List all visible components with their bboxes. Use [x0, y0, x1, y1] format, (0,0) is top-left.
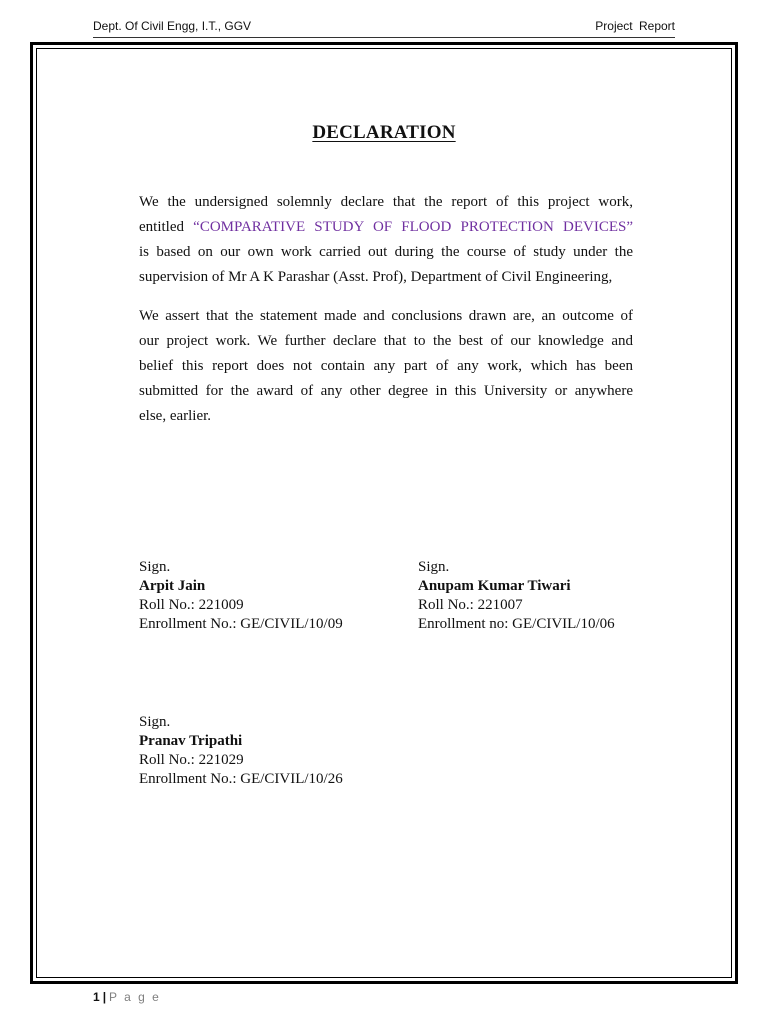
footer-separator: | — [102, 990, 107, 1004]
roll-number: Roll No.: 221009 — [139, 597, 244, 613]
paragraph-line: We assert that the statement made and conclusions drawn are, an outcome of — [139, 308, 633, 324]
declaration-paragraph-2 — [139, 304, 633, 429]
entitled-text: entitled — [139, 219, 194, 235]
page-header — [93, 19, 675, 37]
header-document-type: Project Report — [595, 19, 675, 33]
signatory-name: Pranav Tripathi — [139, 733, 243, 749]
page-label: P a g e — [109, 990, 161, 1004]
sign-label: Sign. — [418, 559, 450, 575]
signatory-name: Arpit Jain — [139, 578, 206, 594]
project-title: “COMPARATIVE STUDY OF FLOOD PROTECTION DEVICES” — [193, 219, 633, 235]
signatory-name: Anupam Kumar Tiwari — [418, 578, 571, 594]
paragraph-line: our project work. We further declare that to the best of our knowledge and — [139, 333, 633, 349]
page-footer — [93, 990, 161, 1004]
enrollment-number: Enrollment No.: GE/CIVIL/10/09 — [139, 616, 343, 632]
signatory-block-3 — [139, 713, 343, 789]
signatory-block-2 — [418, 558, 615, 634]
paragraph-line: We the undersigned solemnly declare that the report of this project work, — [139, 194, 633, 210]
paragraph-line: supervision of Mr A K Parashar (Asst. Prof), Department of Civil Engineering, — [139, 269, 613, 285]
enrollment-number: Enrollment No.: GE/CIVIL/10/26 — [139, 771, 343, 787]
roll-number: Roll No.: 221029 — [139, 752, 244, 768]
page-border-inner — [36, 48, 732, 978]
signatory-block-1 — [139, 558, 343, 634]
paragraph-line: is based on our own work carried out during the course of study under the — [139, 244, 633, 260]
sign-label: Sign. — [139, 714, 171, 730]
paragraph-line: else, earlier. — [139, 408, 212, 424]
page-number: 1 — [93, 990, 100, 1004]
declaration-paragraph-1 — [139, 190, 633, 290]
paragraph-line: belief this report does not contain any part of any work, which has been — [139, 358, 633, 374]
declaration-heading: DECLARATION — [312, 122, 456, 143]
roll-number: Roll No.: 221007 — [418, 597, 523, 613]
paragraph-line: submitted for the award of any other degree in this University or anywhere — [139, 383, 633, 399]
sign-label: Sign. — [139, 559, 171, 575]
paragraph-line — [139, 215, 633, 240]
page-title — [0, 122, 768, 144]
header-rule — [93, 37, 675, 38]
enrollment-number: Enrollment no: GE/CIVIL/10/06 — [418, 616, 615, 632]
header-department: Dept. Of Civil Engg, I.T., GGV — [93, 19, 252, 33]
